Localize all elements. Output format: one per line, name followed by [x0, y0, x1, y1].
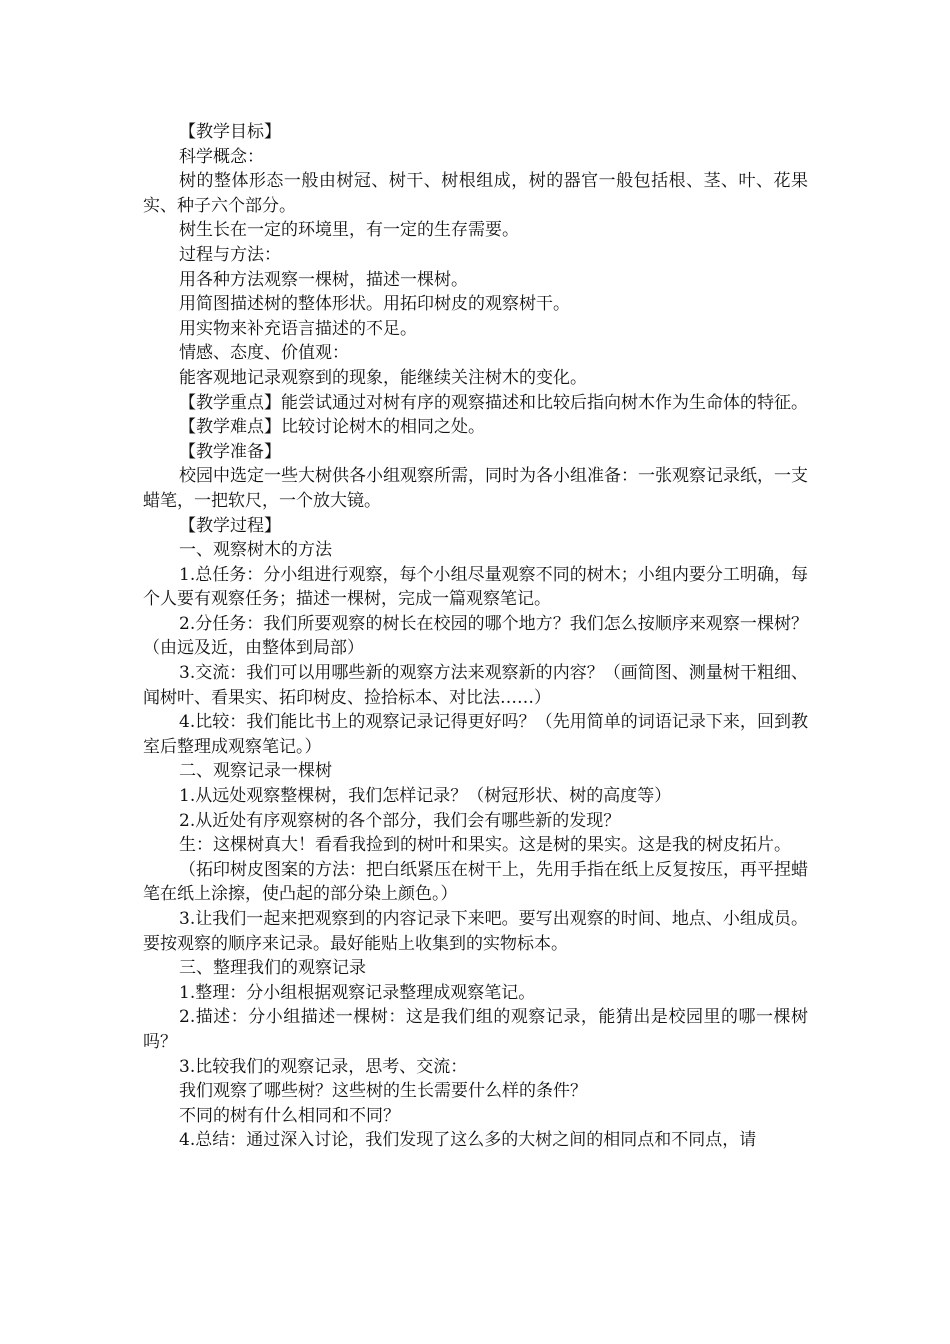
- paragraph: 校园中选定一些大树供各小组观察所需，同时为各小组准备：一张观察记录纸，一支蜡笔，一把软尺，一个放大镜。: [143, 466, 808, 511]
- paragraph: 树生长在一定的环境里，有一定的生存需要。: [179, 220, 519, 241]
- heading-teaching-process: 【教学过程】: [179, 515, 281, 536]
- list-item: 1.整理：分小组根据观察记录整理成观察笔记。: [179, 982, 536, 1003]
- teaching-key-points: 【教学重点】能尝试通过对树有序的观察描述和比较后指向树木作为生命体的特征。: [179, 392, 808, 413]
- section-heading: 三、整理我们的观察记录: [179, 958, 366, 979]
- subheading-attitudes-values: 情感、态度、价值观：: [179, 343, 349, 364]
- paragraph: 用简图描述树的整体形状。用拓印树皮的观察树干。: [179, 294, 570, 315]
- section-heading: 二、观察记录一棵树: [179, 761, 332, 782]
- paragraph: 不同的树有什么相同和不同？: [179, 1105, 400, 1126]
- list-item: 3.比较我们的观察记录，思考、交流：: [179, 1056, 468, 1077]
- document-page: [143, 120, 808, 1153]
- subheading-process-methods: 过程与方法：: [179, 244, 281, 265]
- paragraph: 能客观地记录观察到的现象，能继续关注树木的变化。: [179, 367, 587, 388]
- list-item: 3.交流：我们可以用哪些新的观察方法来观察新的内容？（画简图、测量树干粗细、闻树叶、看果实、拓印树皮、捡拾标本、对比法……）: [143, 663, 808, 708]
- list-item: 2.描述：分小组描述一棵树：这是我们组的观察记录，能猜出是校园里的哪一棵树吗？: [143, 1007, 808, 1052]
- paragraph: 我们观察了哪些树？这些树的生长需要什么样的条件？: [179, 1081, 587, 1102]
- heading-teaching-goals: 【教学目标】: [179, 122, 281, 142]
- list-item: 2.从近处有序观察树的各个部分，我们会有哪些新的发现？: [179, 810, 621, 831]
- subheading-science-concepts: 科学概念：: [179, 146, 264, 167]
- list-item: 3.让我们一起来把观察到的内容记录下来吧。要写出观察的时间、地点、小组成员。要按观察的顺序来记录。最好能贴上收集到的实物标本。: [143, 909, 808, 954]
- section-heading: 一、观察树木的方法: [179, 540, 332, 561]
- heading-teaching-preparation: 【教学准备】: [179, 441, 281, 462]
- paragraph: 树的整体形态一般由树冠、树干、树根组成，树的器官一般包括根、茎、叶、花果实、种子六个部分。: [143, 171, 808, 216]
- list-item: 1.从远处观察整棵树，我们怎样记录？（树冠形状、树的高度等）: [179, 786, 672, 807]
- paragraph: 生：这棵树真大！看看我捡到的树叶和果实。这是树的果实。这是我的树皮拓片。: [179, 835, 791, 856]
- teaching-difficulties: 【教学难点】比较讨论树木的相同之处。: [179, 417, 485, 438]
- list-item: 1.总任务：分小组进行观察，每个小组尽量观察不同的树木；小组内要分工明确，每个人要有观察任务；描述一棵树，完成一篇观察笔记。: [143, 564, 808, 610]
- list-item: 4.总结：通过深入讨论，我们发现了这么多的大树之间的相同点和不同点，请: [179, 1130, 757, 1151]
- paragraph: （拓印树皮图案的方法：把白纸紧压在树干上，先用手指在纸上反复按压，再平捏蜡笔在纸上涂擦，使凸起的部分染上颜色。）: [143, 859, 808, 905]
- list-item: 2.分任务：我们所要观察的树长在校园的哪个地方？我们怎么按顺序来观察一棵树？（由远及近，由整体到局部）: [143, 613, 808, 659]
- paragraph: 用各种方法观察一棵树，描述一棵树。: [179, 269, 468, 290]
- paragraph: 用实物来补充语言描述的不足。: [179, 318, 417, 339]
- list-item: 4.比较：我们能比书上的观察记录记得更好吗？（先用简单的词语记录下来，回到教室后整理成观察笔记。）: [143, 712, 808, 757]
